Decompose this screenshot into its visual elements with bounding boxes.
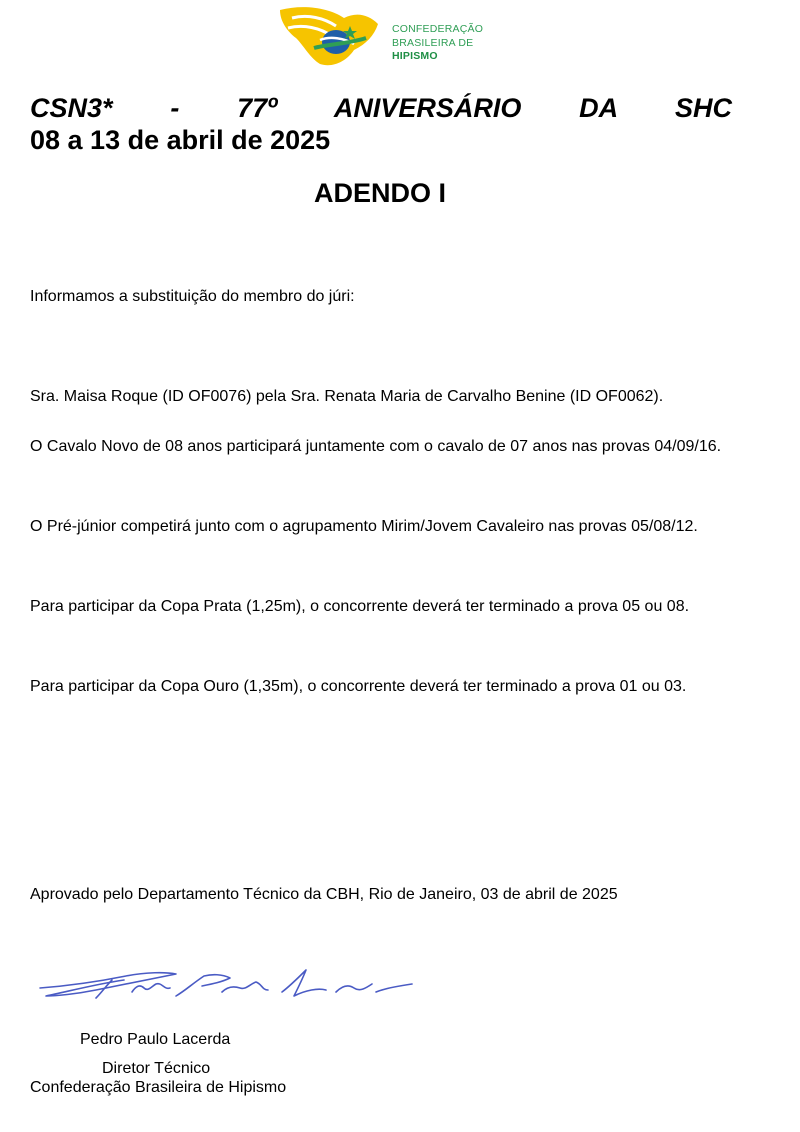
cbh-logo: [274, 4, 514, 68]
signer-role: Diretor Técnico: [102, 1060, 211, 1077]
event-dates: 08 a 13 de abril de 2025: [30, 125, 331, 155]
signer-name: Pedro Paulo Lacerda: [80, 1031, 231, 1048]
addendum-heading: ADENDO I: [313, 178, 446, 208]
logo-line-1: CONFEDERAÇÃO: [392, 23, 484, 35]
paragraph-pre-junior: O Pré-júnior competirá junto com o agrupamento Mirim/Jovem Cavaleiro nas provas 05/08/12.: [30, 518, 698, 535]
paragraph-intro: Informamos a substituição do membro do júri:: [30, 288, 355, 305]
paragraph-young-horse: O Cavalo Novo de 08 anos participará juntamente com o cavalo de 07 anos nas provas 04/09/16.: [30, 438, 722, 455]
logo-wordmark: [392, 23, 483, 64]
signer-organization: Confederação Brasileira de Hipismo: [30, 1079, 287, 1096]
handwritten-signature: [36, 966, 426, 1012]
event-title: CSN3* - 77º ANIVERSÁRIO DA SHC: [30, 93, 732, 123]
horse-head-logo-icon: [274, 4, 392, 68]
logo-line-2: BRASILEIRA DE: [392, 36, 474, 49]
paragraph-copa-prata: Para participar da Copa Prata (1,25m), o concorrente deverá ter terminado a prova 05 ou 08.: [30, 598, 690, 615]
paragraph-copa-ouro: Para participar da Copa Ouro (1,35m), o concorrente deverá ter terminado a prova 01 ou 03.: [30, 678, 687, 695]
approval-statement: Aprovado pelo Departamento Técnico da CBH, Rio de Janeiro, 03 de abril de 2025: [30, 886, 618, 903]
paragraph-jury-substitution: Sra. Maisa Roque (ID OF0076) pela Sra. Renata Maria de Carvalho Benine (ID OF0062).: [30, 388, 664, 405]
logo-line-3: HIPISMO: [392, 50, 438, 62]
